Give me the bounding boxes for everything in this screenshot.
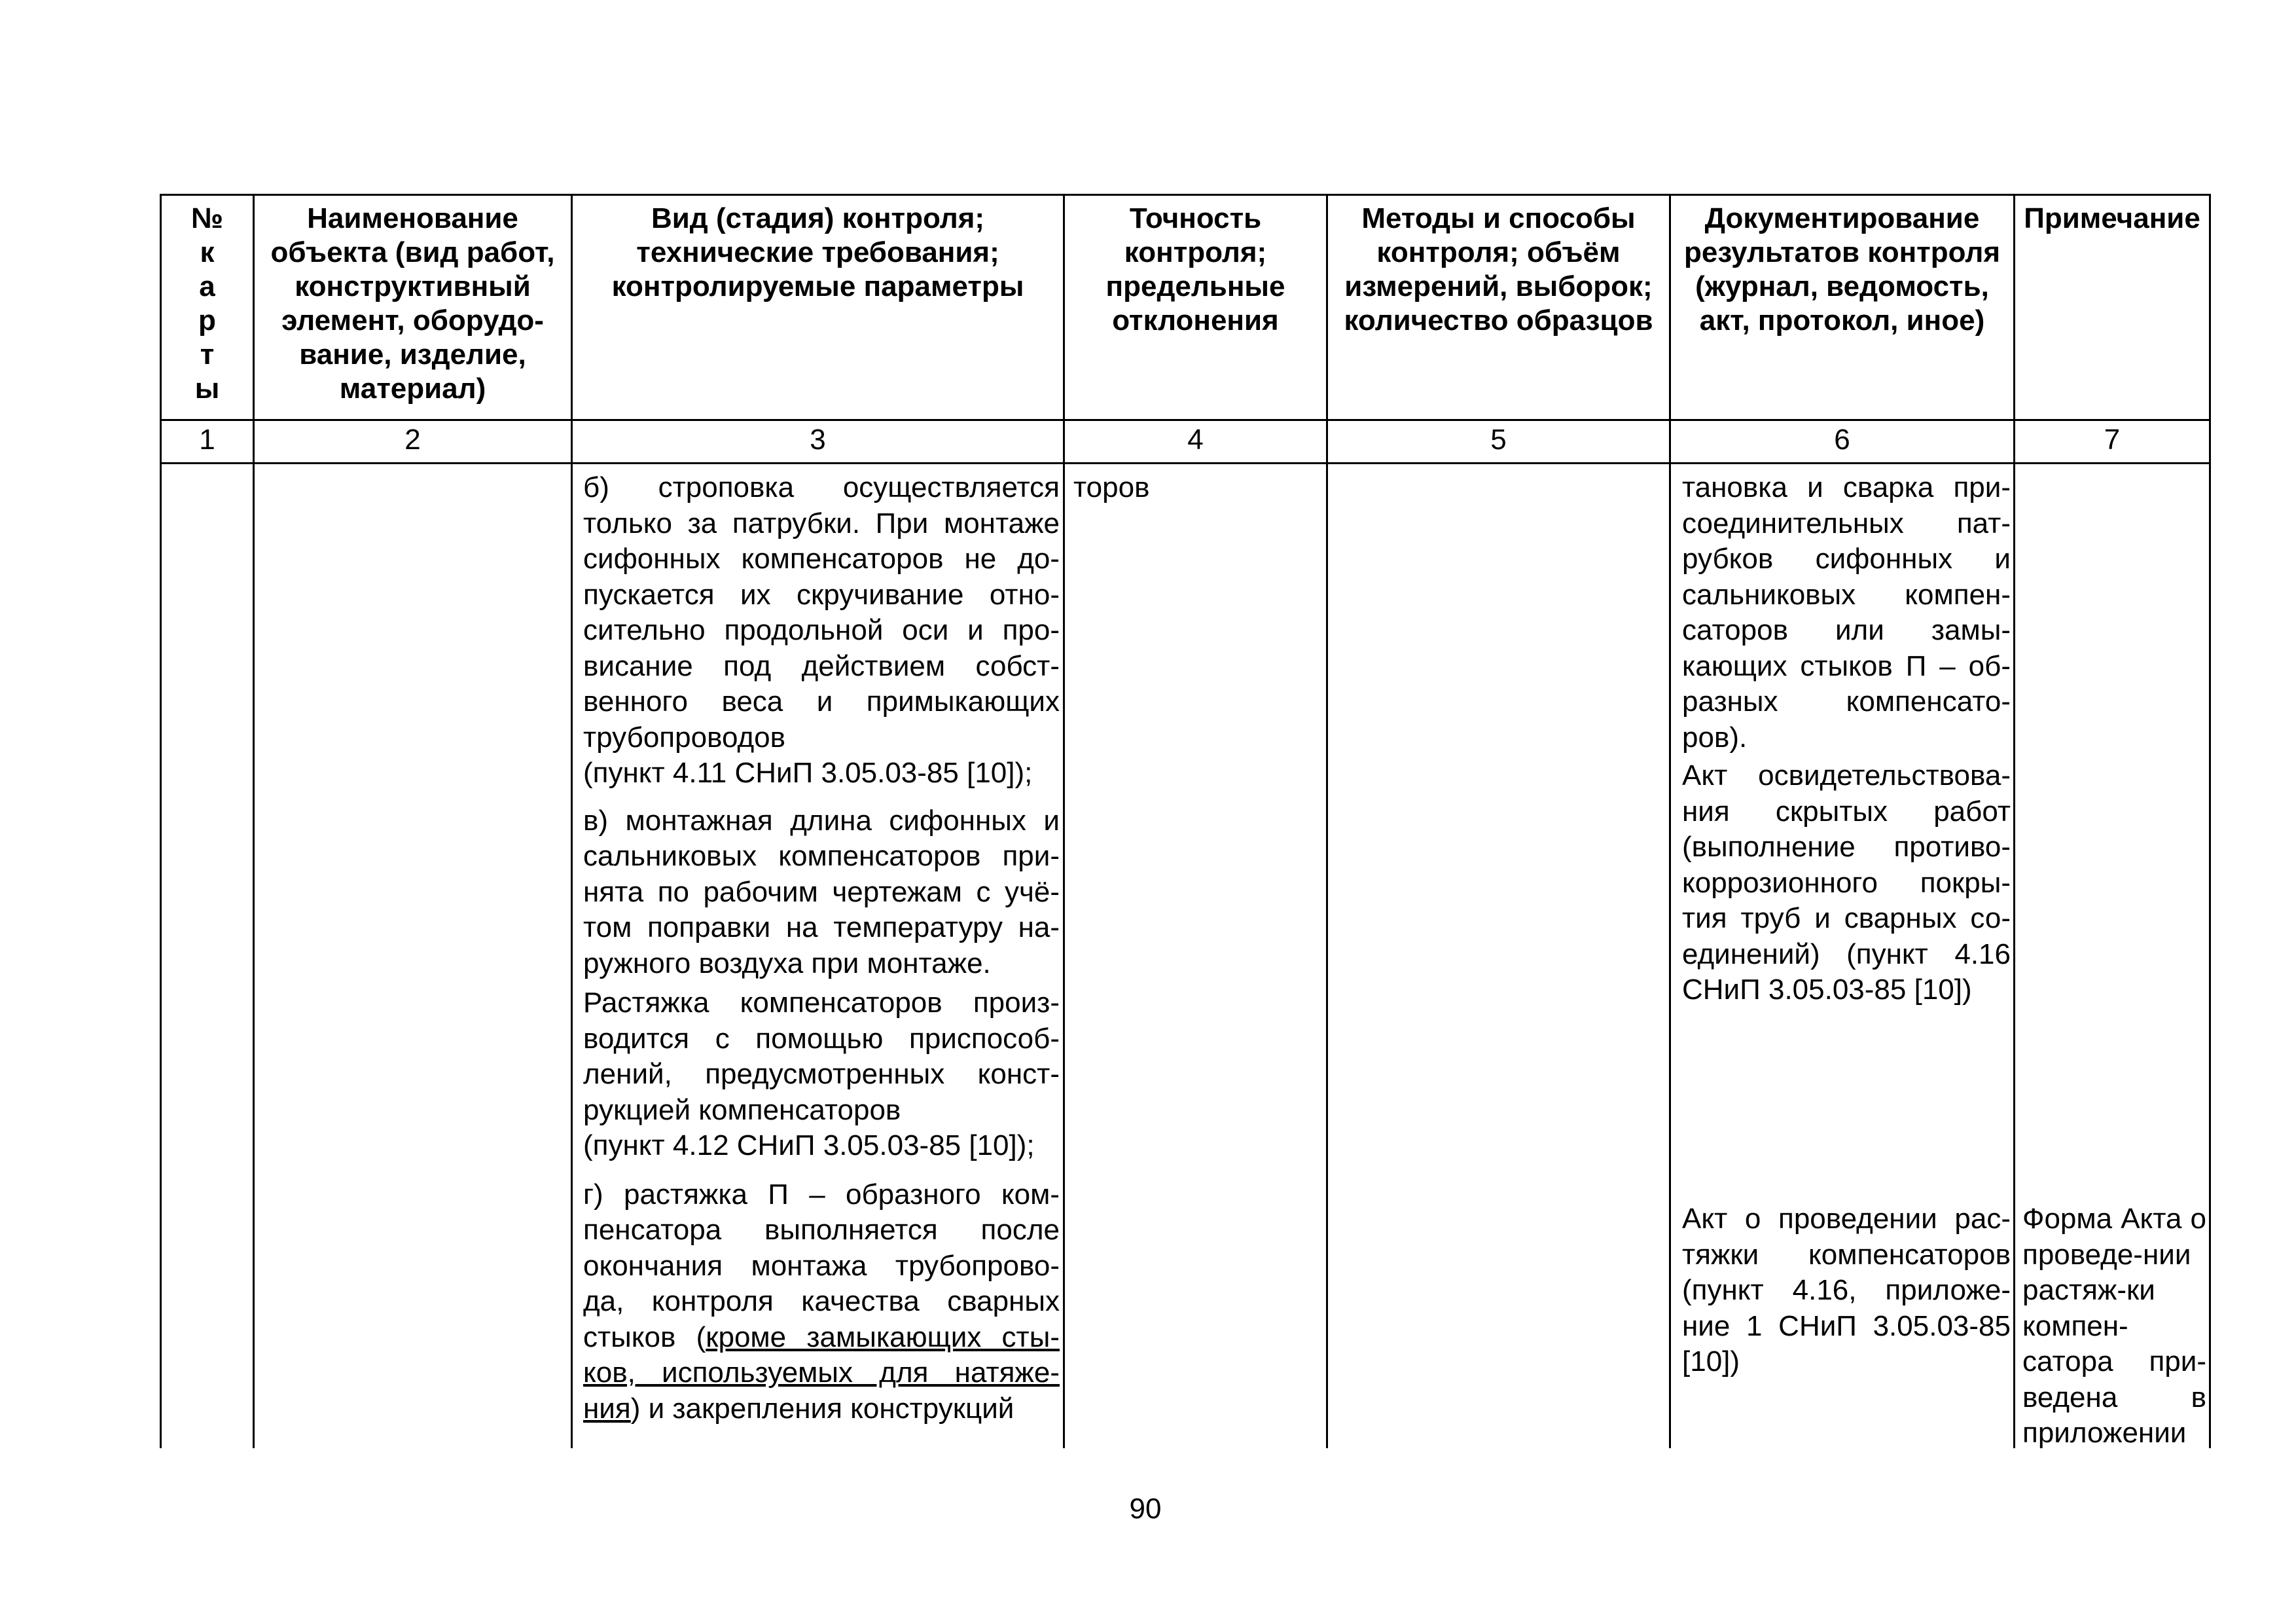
header-line: материал) bbox=[339, 373, 486, 405]
column-divider-6 bbox=[2013, 194, 2015, 1448]
header-line: количество образцов bbox=[1344, 304, 1653, 337]
header-methods bbox=[1328, 202, 1669, 338]
header-card-number bbox=[162, 202, 253, 406]
requirement-v-text: в) монтажная длина сифонных и сальниковых компенсаторов при-нята по рабочим чертежам с учё-том поправки на температуру на-ружного воздуха при монтаже. bbox=[583, 804, 1060, 979]
requirement-b-text: б) строповка осуществляется только за патрубки. При монтаже сифонных компенсаторов не до-пускается их скручивание отно-сительно продольной оси и про-висание под действием собст-венного веса и примыкающих трубопроводов bbox=[583, 471, 1060, 754]
header-line: Документирование bbox=[1704, 202, 1980, 234]
requirement-v-stretch-text: Растяжка компенсаторов произ-водится с помощью приспособ-лений, предусмотренных конст-рукцией компенсаторов bbox=[583, 987, 1060, 1126]
header-bottom-border bbox=[160, 419, 2211, 421]
header-line: объекта (вид работ, bbox=[270, 236, 555, 268]
numbers-bottom-border bbox=[160, 462, 2211, 464]
header-line: предельные bbox=[1105, 270, 1285, 302]
requirement-g-text-end: ) и закрепления конструкций bbox=[630, 1392, 1014, 1425]
header-line: измерений, выборок; bbox=[1344, 270, 1653, 302]
header-line: вание, изделие, bbox=[299, 338, 526, 371]
header-line: результатов контроля bbox=[1683, 236, 2000, 268]
header-documentation bbox=[1671, 202, 2013, 338]
column-number-2: 2 bbox=[404, 424, 421, 456]
requirement-g-text-start: г) растяжка П – образного ком-пенсатора выполняется после окончания монтажа трубопрово-да, контроля качества сварных стыков ( bbox=[583, 1178, 1060, 1353]
header-line: элемент, оборудо- bbox=[281, 304, 544, 337]
header-line: контроля; объём bbox=[1376, 236, 1621, 268]
header-line: № bbox=[190, 202, 224, 234]
header-line: Методы и способы bbox=[1361, 202, 1636, 234]
header-object-name bbox=[255, 202, 571, 406]
header-line: р bbox=[198, 304, 216, 337]
header-line: акт, протокол, иное) bbox=[1699, 304, 1985, 337]
header-line: Точность bbox=[1129, 202, 1262, 234]
control-requirements-cell bbox=[583, 470, 1060, 1427]
accuracy-cell bbox=[1073, 470, 1322, 506]
header-line: Примечание bbox=[2024, 202, 2200, 234]
table-top-border bbox=[160, 194, 2211, 196]
requirement-g-text bbox=[583, 1177, 1060, 1427]
column-divider-5 bbox=[1669, 194, 1671, 1448]
header-line: к bbox=[200, 236, 215, 268]
header-line: Наименование bbox=[307, 202, 518, 234]
table-right-border bbox=[2209, 194, 2211, 1448]
column-number-1: 1 bbox=[199, 424, 215, 456]
column-number-3: 3 bbox=[810, 424, 826, 456]
header-note bbox=[2015, 202, 2209, 236]
column-divider-4 bbox=[1326, 194, 1328, 1448]
column-number-4: 4 bbox=[1187, 424, 1204, 456]
column-divider-3 bbox=[1063, 194, 1065, 1448]
header-line: а bbox=[199, 270, 215, 302]
header-accuracy bbox=[1065, 202, 1326, 338]
note-cell bbox=[2022, 1201, 2206, 1451]
header-line: т bbox=[200, 338, 215, 371]
header-line: отклонения bbox=[1112, 304, 1279, 337]
column-divider-2 bbox=[571, 194, 573, 1448]
header-line: (журнал, ведомость, bbox=[1695, 270, 1989, 302]
header-line: конструктивный bbox=[295, 270, 531, 302]
column-number-7: 7 bbox=[2104, 424, 2121, 456]
documentation-cell bbox=[1682, 470, 2011, 1377]
header-line: ы bbox=[194, 373, 220, 405]
documentation-hidden-works-act: Акт освидетельствова-ния скрытых работ (выполнение противо-коррозионного покры-тия труб и сварных со-единений) (пункт 4.16 СНиП 3.05.03-85 [10]) bbox=[1682, 759, 2011, 1006]
requirement-v-reference: (пункт 4.12 СНиП 3.05.03-85 [10]); bbox=[583, 1129, 1035, 1161]
accuracy-text: торов bbox=[1073, 471, 1150, 503]
header-control-type bbox=[573, 202, 1063, 304]
header-line: технические требования; bbox=[636, 236, 999, 268]
page-number: 90 bbox=[1129, 1493, 1162, 1525]
header-line: контроля; bbox=[1124, 236, 1267, 268]
header-line: контролируемые параметры bbox=[611, 270, 1024, 302]
header-line: Вид (стадия) контроля; bbox=[651, 202, 985, 234]
requirement-b-reference: (пункт 4.11 СНиП 3.05.03-85 [10]); bbox=[583, 757, 1033, 789]
note-text: Форма Акта о проведе-нии растяж-ки компен-сатора при-ведена в приложении bbox=[2022, 1203, 2206, 1449]
requirement-g-underlined: кроме замыкающих сты-ков, используемых для натяже-ния bbox=[583, 1321, 1060, 1425]
column-number-5: 5 bbox=[1490, 424, 1507, 456]
documentation-stretch-act: Акт о проведении рас-тяжки компенсаторов (пункт 4.16, приложе-ние 1 СНиП 3.05.03-85 [10]) bbox=[1682, 1203, 2011, 1377]
documentation-installation-text: тановка и сварка при-соединительных пат-рубков сифонных и сальниковых компен-саторов или замы-кающих стыков П – об-разных компенсато-ров). bbox=[1682, 471, 2011, 754]
column-number-6: 6 bbox=[1834, 424, 1850, 456]
